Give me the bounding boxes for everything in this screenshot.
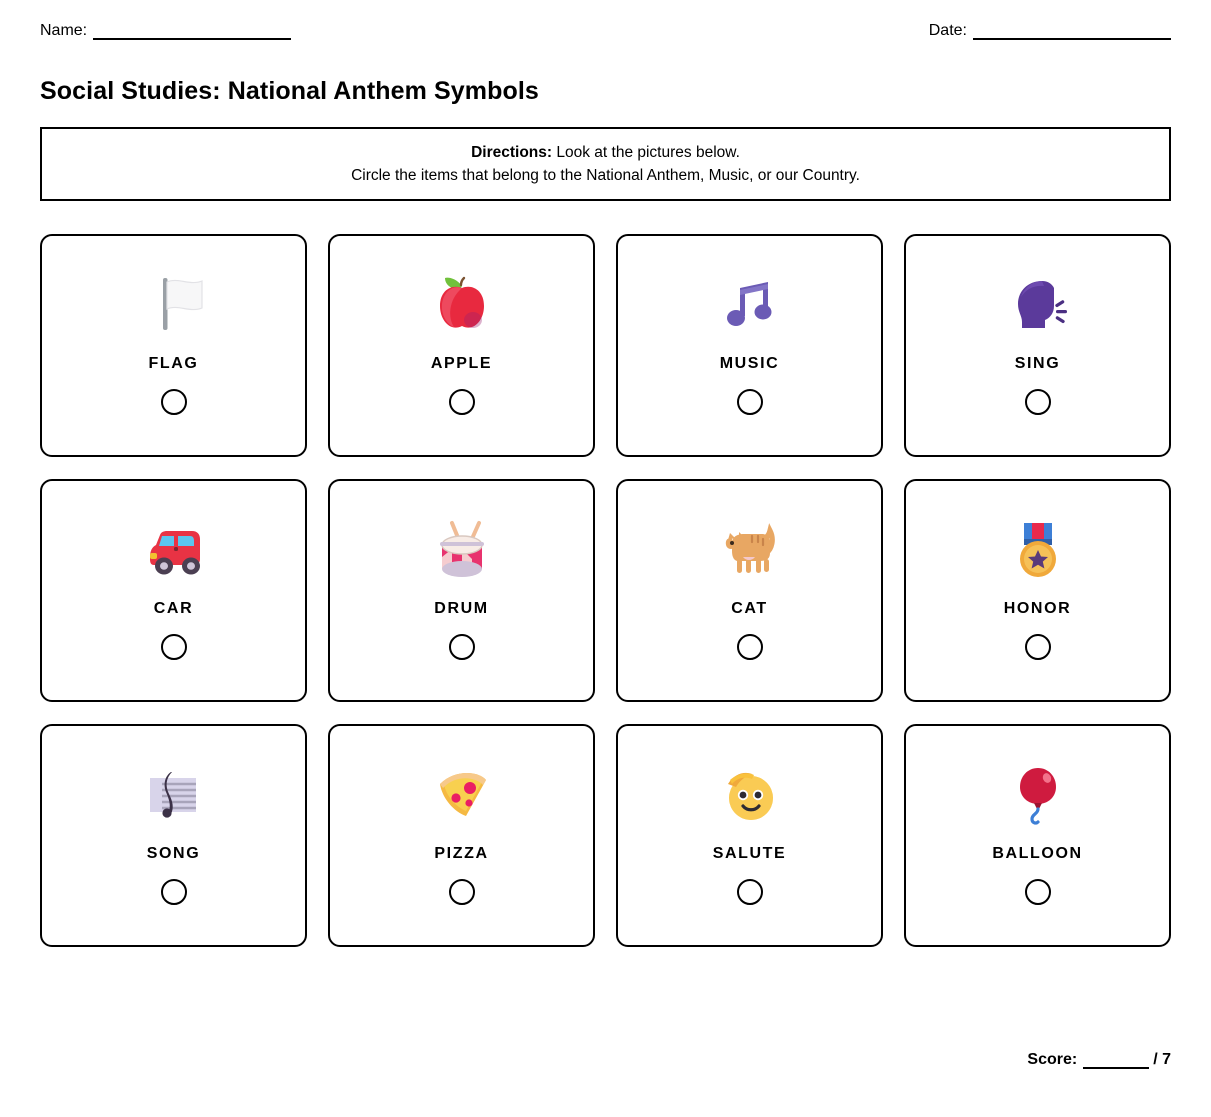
cat-icon <box>710 503 790 595</box>
item-card-music[interactable] <box>616 234 883 457</box>
white-flag-icon <box>134 258 214 350</box>
name-write-line[interactable] <box>93 25 291 40</box>
item-card-salute[interactable] <box>616 724 883 947</box>
item-label: APPLE <box>430 355 493 372</box>
name-label: Name: <box>40 22 88 39</box>
name-field[interactable] <box>40 21 291 40</box>
item-card-cat[interactable] <box>616 479 883 702</box>
answer-circle[interactable] <box>737 389 763 415</box>
item-card-flag[interactable] <box>40 234 307 457</box>
item-label: MUSIC <box>719 355 780 372</box>
directions-line-2: Circle the items that belong to the National Anthem, Music, or our Country. <box>351 167 860 184</box>
item-label: SONG <box>146 845 201 862</box>
date-label: Date: <box>928 22 967 39</box>
item-card-apple[interactable] <box>328 234 595 457</box>
date-field[interactable] <box>929 21 1171 40</box>
red-car-icon <box>134 503 214 595</box>
directions-box <box>40 127 1171 201</box>
score-label: Score: <box>1027 1051 1078 1068</box>
directions-strong-label: Directions: <box>471 144 553 161</box>
item-label: FLAG <box>148 355 199 372</box>
musical-notes-icon <box>710 258 790 350</box>
directions-line-1 <box>471 141 740 164</box>
speaking-head-icon <box>998 258 1078 350</box>
red-apple-icon <box>422 258 502 350</box>
page-title: Social Studies: National Anthem Symbols <box>40 77 539 105</box>
answer-circle[interactable] <box>737 634 763 660</box>
musical-score-icon <box>134 748 214 840</box>
item-card-drum[interactable] <box>328 479 595 702</box>
saluting-face-icon <box>710 748 790 840</box>
answer-circle[interactable] <box>1025 879 1051 905</box>
item-card-pizza[interactable] <box>328 724 595 947</box>
answer-circle[interactable] <box>449 634 475 660</box>
answer-circle[interactable] <box>161 389 187 415</box>
pizza-slice-icon <box>422 748 502 840</box>
item-label: BALLOON <box>992 845 1083 862</box>
answer-circle[interactable] <box>449 879 475 905</box>
answer-circle[interactable] <box>1025 389 1051 415</box>
drum-icon <box>422 503 502 595</box>
directions-line-1-text: Look at the pictures below. <box>552 144 740 161</box>
name-date-row <box>40 0 1171 40</box>
item-card-song[interactable] <box>40 724 307 947</box>
item-label: PIZZA <box>434 845 489 862</box>
item-label: DRUM <box>434 600 489 617</box>
item-label: SALUTE <box>712 845 787 862</box>
item-card-car[interactable] <box>40 479 307 702</box>
item-card-honor[interactable] <box>904 479 1171 702</box>
item-card-balloon[interactable] <box>904 724 1171 947</box>
answer-circle[interactable] <box>161 634 187 660</box>
answer-circle[interactable] <box>1025 634 1051 660</box>
item-label: CAT <box>731 600 768 617</box>
score-row[interactable] <box>1027 1050 1171 1069</box>
score-total: / 7 <box>1153 1051 1171 1068</box>
date-write-line[interactable] <box>973 25 1171 40</box>
score-write-line[interactable] <box>1083 1055 1149 1069</box>
item-label: CAR <box>153 600 194 617</box>
answer-circle[interactable] <box>449 389 475 415</box>
picture-card-grid <box>40 234 1171 947</box>
balloon-icon <box>998 748 1078 840</box>
item-label: SING <box>1014 355 1061 372</box>
answer-circle[interactable] <box>737 879 763 905</box>
answer-circle[interactable] <box>161 879 187 905</box>
military-medal-icon <box>998 503 1078 595</box>
item-label: HONOR <box>1003 600 1072 617</box>
item-card-sing[interactable] <box>904 234 1171 457</box>
